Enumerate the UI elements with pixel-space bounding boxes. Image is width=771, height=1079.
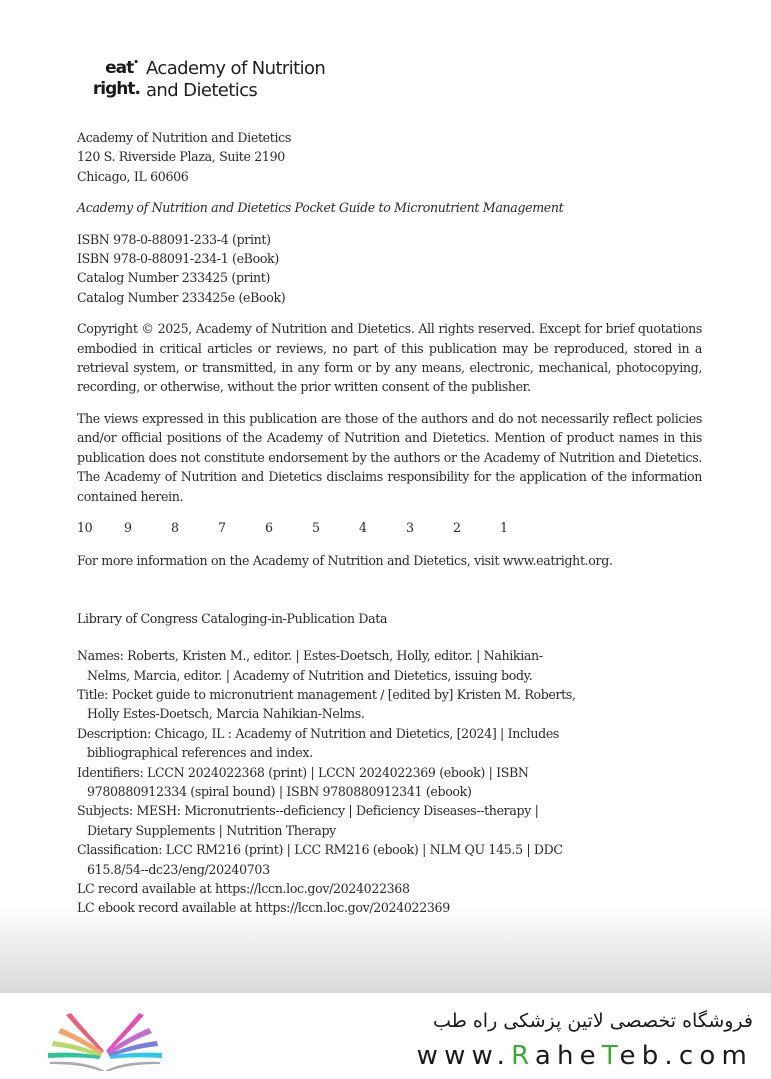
logo-mark-eat: eat (105, 58, 134, 78)
watermark-banner (0, 993, 771, 1079)
cip-identifiers: Identifiers: LCCN 2024022368 (print) | LCCN 2024022369 (ebook) | ISBN 9780880912334 (spiral bound) | ISBN 9780880912341 (ebook) (77, 764, 529, 799)
store-website (417, 1039, 753, 1073)
site-letter-r: R (511, 1041, 535, 1071)
logo-name-line1: Academy of Nutrition (146, 58, 326, 79)
publisher-city: Chicago, IL 60606 (77, 168, 189, 184)
site-suffix: eb.com (619, 1041, 753, 1071)
print-number: 3 (406, 519, 414, 535)
cip-names: Names: Roberts, Kristen M., editor. | Estes-Doetsch, Holly, editor. | Nahikian-Nelms, Marcia, editor. | Academy of Nutrition and Dietetics, issuing body. (77, 648, 543, 683)
open-book-logo-icon (40, 1001, 170, 1071)
cip-lc-record: LC record available at https://lccn.loc.gov/2024022368 (77, 881, 410, 896)
logo-name-line2: and Dietetics (146, 80, 258, 101)
cip-classification: Classification: LCC RM216 (print) | LCC RM216 (ebook) | NLM QU 145.5 | DDC 615.8/54--dc23/eng/20240703 (77, 842, 563, 877)
store-name-persian: فروشگاه تخصصی لاتین پزشکی راه طب (433, 1010, 753, 1032)
book-title: Academy of Nutrition and Dietetics Pocket Guide to Micronutrient Management (77, 200, 564, 216)
print-number: 4 (359, 519, 367, 535)
site-letters-ahe: ahe (534, 1041, 602, 1071)
site-prefix: www. (416, 1041, 512, 1071)
print-number: 9 (124, 519, 132, 535)
more-info-line: For more information on the Academy of Nutrition and Dietetics, visit www.eatright.org. (77, 553, 613, 569)
publisher-address: 120 S. Riverside Plaza, Suite 2190 (77, 149, 285, 165)
printing-line (77, 518, 702, 537)
publisher-name: Academy of Nutrition and Dietetics (77, 130, 291, 145)
print-number: 1 (500, 519, 508, 535)
print-number: 10 (77, 519, 93, 535)
print-number: 7 (218, 519, 226, 535)
print-number: 6 (265, 519, 273, 535)
logo-mark-right: right. (92, 79, 140, 99)
isbn-ebook: ISBN 978-0-88091-234-1 (eBook) (77, 251, 279, 267)
eatright-logo-mark (76, 58, 140, 100)
site-letter-t: T (601, 1041, 620, 1071)
print-number: 5 (312, 519, 320, 535)
cip-lc-ebook-record: LC ebook record available at https://lccn.loc.gov/2024022369 (77, 900, 450, 916)
cip-heading: Library of Congress Cataloging-in-Publication Data (77, 610, 388, 626)
logo-dot-icon: • (133, 58, 138, 68)
cip-description: Description: Chicago, IL : Academy of Nutrition and Dietetics, [2024] | Includes bibliographical references and index. (77, 725, 560, 761)
catalog-print: Catalog Number 233425 (print) (77, 270, 271, 286)
cip-title: Title: Pocket guide to micronutrient management / [edited by] Kristen M. Roberts, Holly Estes-Doetsch, Marcia Nahikian-Nelms. (77, 686, 576, 722)
disclaimer: The views expressed in this publication are those of the authors and do not necessarily reflect policies and/or official positions of the Academy of Nutrition and Dietetics. Mention of product names in this publication does not constitute endorsement by the authors or the Academy of Nutrition and Dietetics. The Academy of Nutrition and Dietetics disclaims responsibility for the application of the information contained herein. (77, 410, 702, 504)
cip-subjects: Subjects: MESH: Micronutrients--deficiency | Deficiency Diseases--therapy | Dietary Supplements | Nutrition Therapy (77, 803, 539, 838)
isbn-print: ISBN 978-0-88091-233-4 (print) (77, 231, 271, 247)
eatright-logo (76, 58, 325, 102)
cip-block (77, 646, 582, 918)
logo-organization-name (146, 58, 325, 102)
catalog-ebook: Catalog Number 233425e (eBook) (77, 289, 286, 305)
print-number: 2 (453, 519, 461, 535)
print-number: 8 (171, 519, 179, 535)
copyright-notice: Copyright © 2025, Academy of Nutrition and Dietetics. All rights reserved. Except for brief quotations embodied in critical articles or reviews, no part of this publication may be reproduced, stored in a retrieval system, or transmitted, in any form or by any means, electronic, mechanical, photocopying, recording, or otherwise, without the prior written consent of the publisher. (77, 321, 702, 395)
copyright-content (77, 128, 702, 918)
